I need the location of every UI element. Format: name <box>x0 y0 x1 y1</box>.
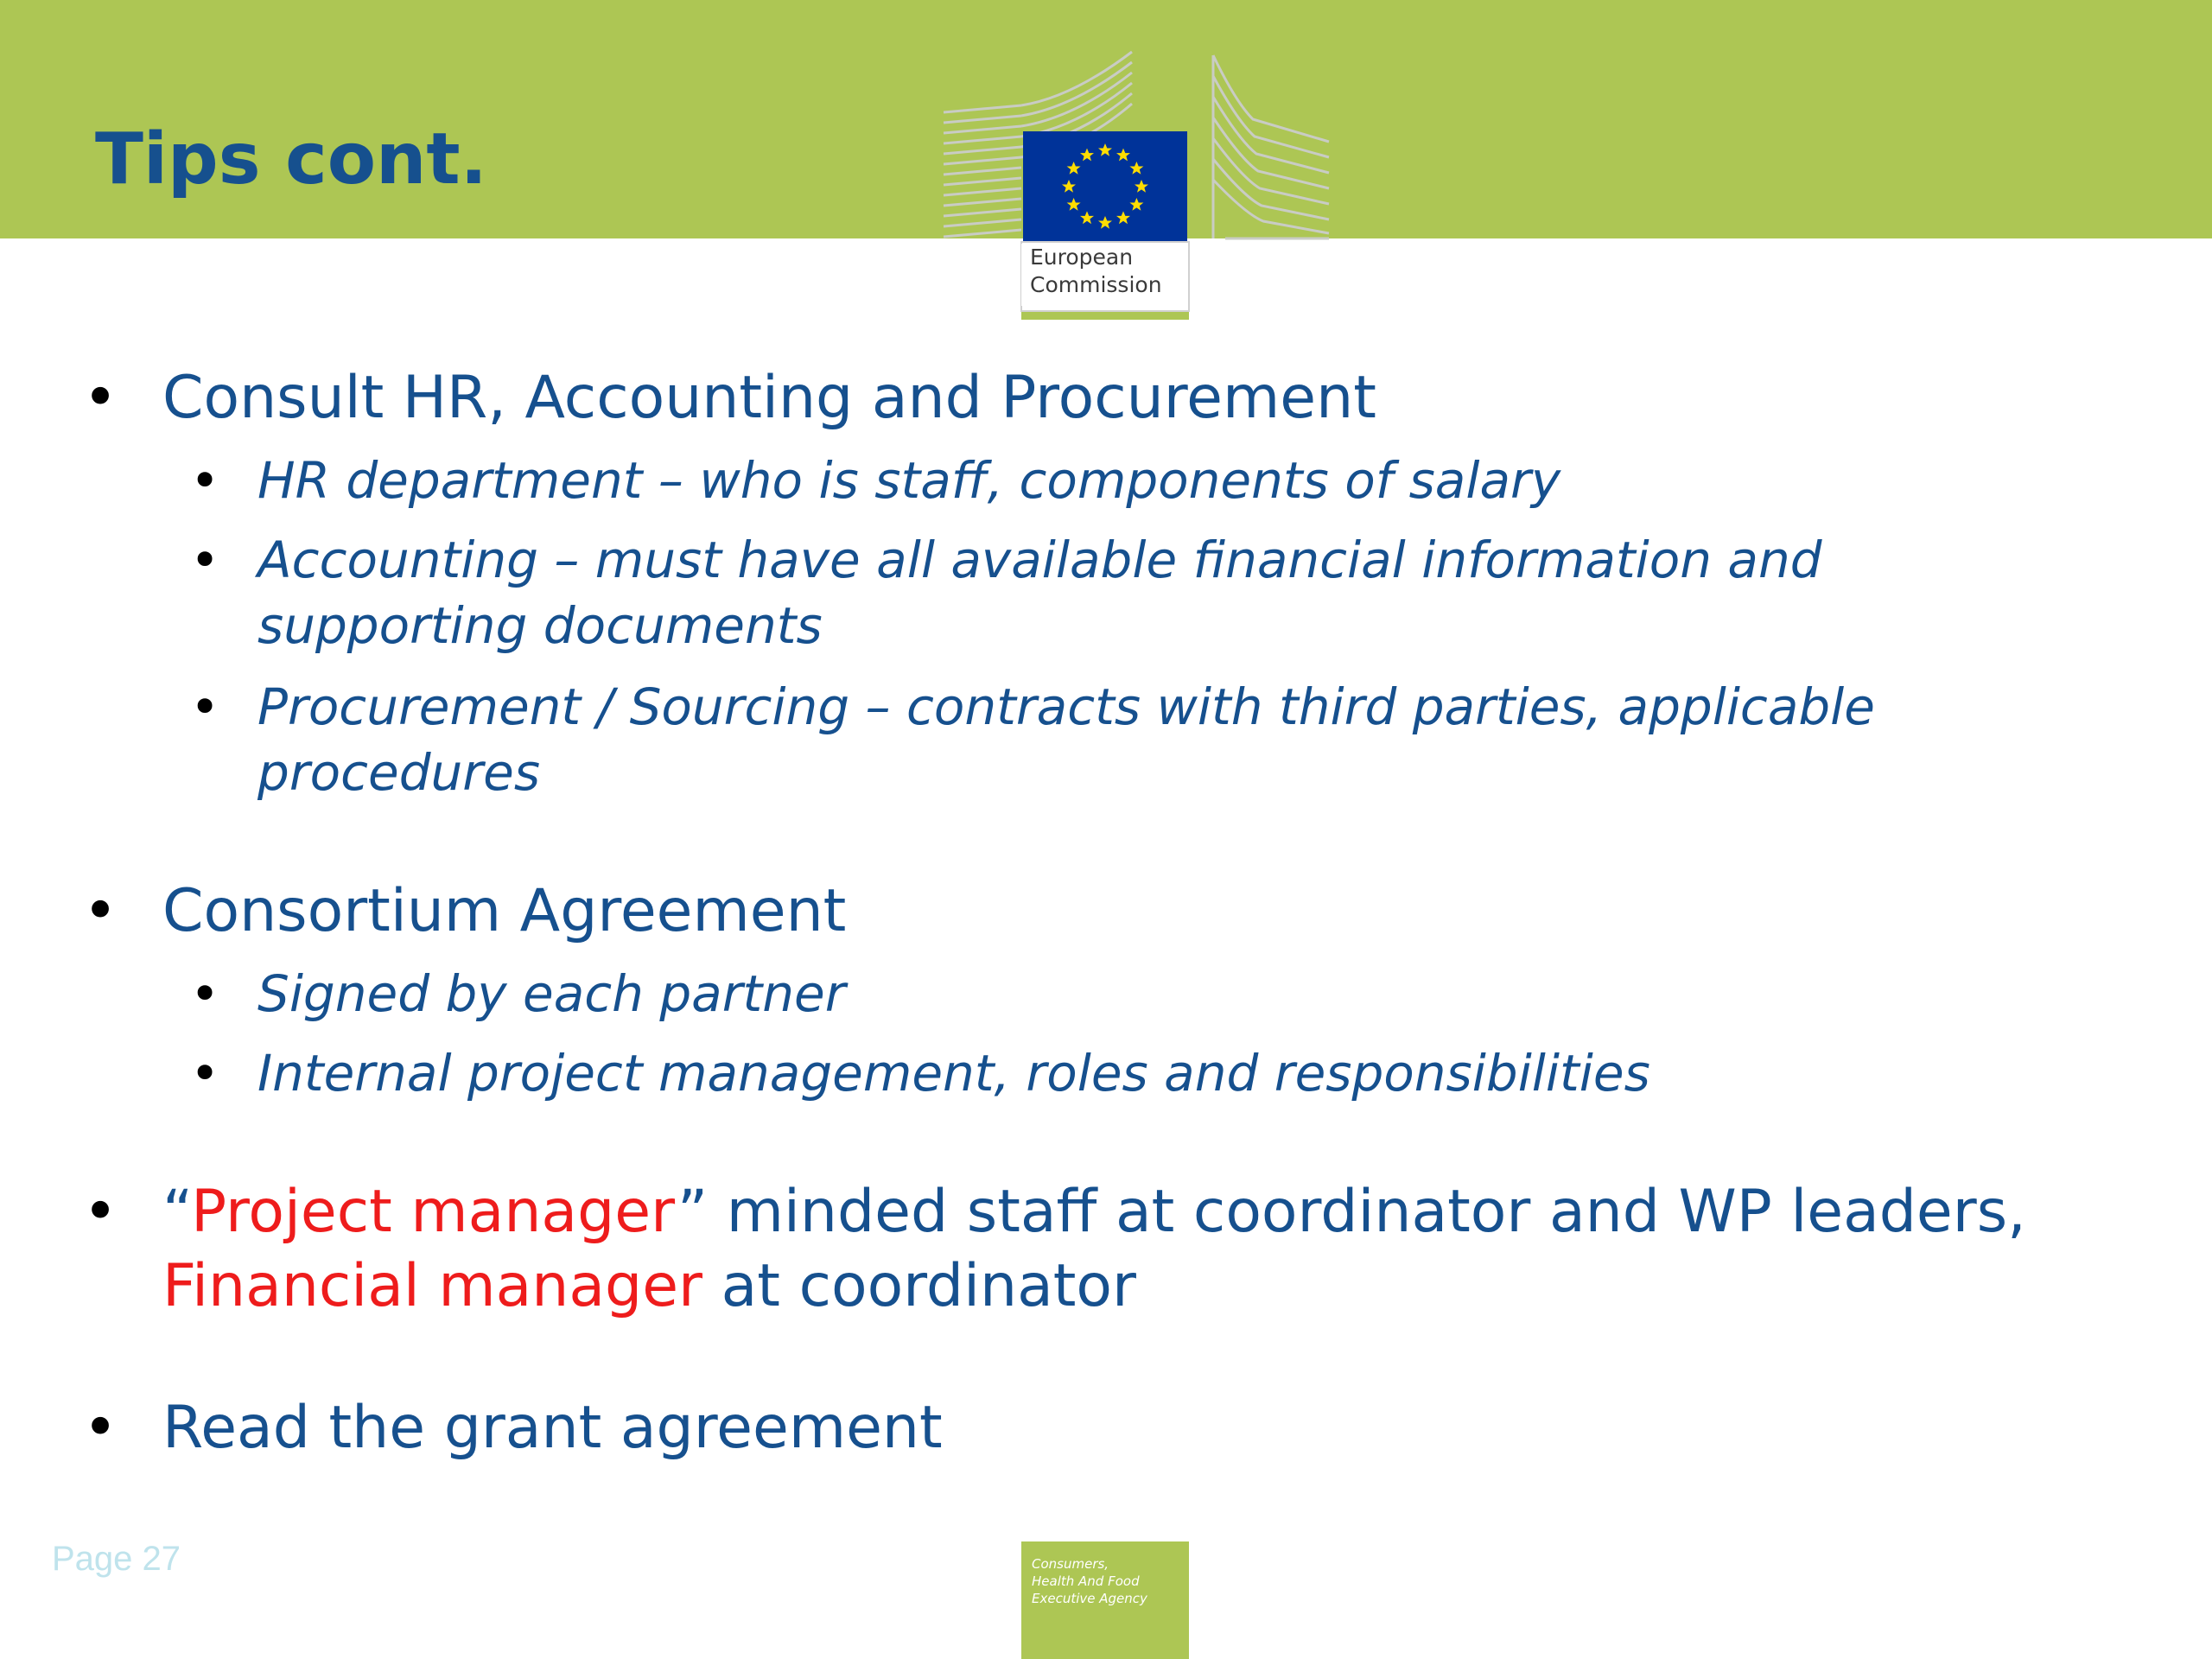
page-number: Page 27 <box>52 1540 181 1578</box>
bullet-consortium <box>83 874 2150 949</box>
bullet-text: Read the grant agreement <box>162 1394 943 1462</box>
sub-bullet-dot: • <box>190 531 220 589</box>
sub-bullet-text-cont: procedures <box>257 743 541 802</box>
sub-bullet-procurement <box>190 674 2115 805</box>
sub-bullet-hr <box>190 448 2115 513</box>
bullet-project-manager <box>83 1175 2150 1324</box>
bullet-text: ” minded staff at coordinator and WP leaders, <box>677 1178 2026 1246</box>
sub-bullet-text: Procurement / Sourcing – contracts with third parties, applicable <box>257 677 1875 736</box>
bullet-text: Consortium Agreement <box>162 877 847 945</box>
sub-bullet-dot: • <box>190 451 220 510</box>
agency-logo-line1: Consumers, <box>1032 1556 1109 1572</box>
bullet-dot: • <box>83 877 118 945</box>
open-quote: “ <box>162 1178 192 1246</box>
logo-label-line2: Commission <box>1030 272 1162 297</box>
sub-bullet-accounting <box>190 527 2115 658</box>
sub-bullet-text: Internal project management, roles and responsibilities <box>257 1044 1650 1103</box>
bullet-read-grant <box>83 1391 2150 1465</box>
highlight-project-manager: Project manager <box>191 1178 677 1246</box>
bullet-text-cont: at coordinator <box>702 1252 1136 1320</box>
agency-logo-line2: Health And Food <box>1032 1573 1140 1589</box>
agency-logo-line3: Executive Agency <box>1032 1591 1147 1606</box>
slide-title: Tips cont. <box>95 118 487 200</box>
highlight-financial-manager: Financial manager <box>162 1252 703 1320</box>
logo-label <box>1021 244 1185 306</box>
sub-bullet-internal <box>190 1040 2115 1106</box>
bullet-text: Consult HR, Accounting and Procurement <box>162 364 1376 432</box>
bullet-dot: • <box>83 1394 118 1462</box>
agency-logo <box>1021 1541 1189 1659</box>
sub-bullet-dot: • <box>190 964 220 1023</box>
sub-bullet-text: Signed by each partner <box>257 964 846 1023</box>
sub-bullet-dot: • <box>190 1044 220 1103</box>
sub-bullet-text: HR department – who is staff, components of salary <box>257 451 1561 510</box>
bullet-dot: • <box>83 1178 118 1246</box>
bullet-dot: • <box>83 364 118 432</box>
sub-bullet-text: Accounting – must have all available financial information and <box>257 531 1822 589</box>
sub-bullet-signed <box>190 961 2115 1027</box>
logo-label-line1: European <box>1030 245 1134 270</box>
sub-bullet-dot: • <box>190 677 220 736</box>
bullet-consult <box>83 361 2150 435</box>
sub-bullet-text-cont: supporting documents <box>257 596 823 655</box>
